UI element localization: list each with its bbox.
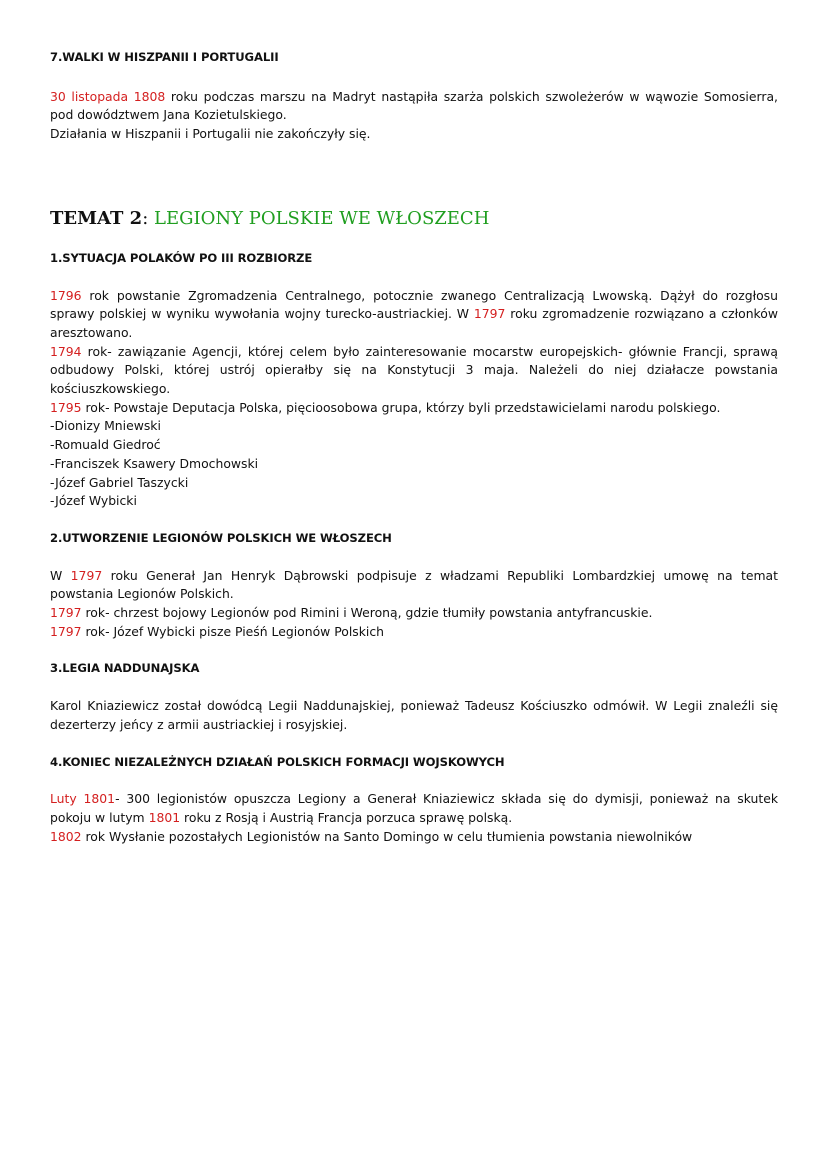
section3-paragraph: Karol Kniaziewicz został dowódcą Legii Naddunajskiej, ponieważ Tadeusz Kościuszko odmówił. W Legii znaleźli się dezerterzy jeńcy z armii austriackiej i rosyjskiej. [50, 698, 778, 732]
list-item: -Dionizy Mniewski [50, 418, 161, 434]
section2-paragraph-2: 1797 rok- chrzest bojowy Legionów pod Rimini i Weroną, gdzie tłumiły powstania antyfrancuskie. [50, 605, 653, 621]
section4-paragraph-1: Luty 1801- 300 legionistów opuszcza Legiony a Generał Kniaziewicz składa się do dymisji, ponieważ na skutek pokoju w lutym 1801 roku z Rosją i Austrią Francja porzuca sprawę polską. [50, 791, 779, 825]
topic-title: TEMAT 2: LEGIONY POLSKIE WE WŁOSZECH [50, 207, 490, 229]
section1-paragraph-1796: 1796 rok powstanie Zgromadzenia Centralnego, potocznie zwanego Centralizacją Lwowską. Dążył do rozgłosu sprawy polskiej w wyniku wywołania wojny turecko-austriackiej. W 1797 roku zgromadzenie rozwiązano a członków aresztowano. [50, 287, 778, 340]
list-item: -Józef Gabriel Taszycki [50, 474, 189, 490]
section4-paragraph-2: 1802 rok Wysłanie pozostałych Legionistów na Santo Domingo w celu tłumienia powstania niewolników [50, 828, 693, 844]
date-highlight: 1802 [50, 828, 82, 844]
date-highlight: Luty 1801 [50, 791, 116, 807]
date-highlight: 1797 [70, 567, 103, 583]
section1-paragraph-1795: 1795 rok- Powstaje Deputacja Polska, pięcioosobowa grupa, którzy byli przedstawicielami narodu polskiego. [50, 399, 721, 415]
topic-name: LEGIONY POLSKIE WE WŁOSZECH [154, 207, 490, 229]
section3-heading: 3.LEGIA NADDUNAJSKA [50, 661, 200, 676]
section1-heading: 1.SYTUACJA POLAKÓW PO III ROZBIORZE [50, 250, 313, 265]
document-page [50, 48, 778, 846]
section2-paragraph-3: 1797 rok- Józef Wybicki pisze Pieśń Legionów Polskich [50, 623, 385, 639]
date-highlight: 1796 [50, 287, 82, 303]
date-highlight: 1797 [50, 605, 82, 621]
date-highlight: 1801 [148, 809, 181, 825]
date-highlight: 1794 [50, 343, 82, 359]
list-item: -Franciszek Ksawery Dmochowski [50, 455, 259, 471]
date-highlight: 1797 [50, 623, 82, 639]
date-highlight: 1797 [473, 306, 506, 322]
section1-paragraph-1794: 1794 rok- zawiązanie Agencji, której celem było zainteresowanie mocarstw europejskich- głównie Francji, sprawą odbudowy Polski, której ustrój opierałby się na Konstytucji 3 maja. Należeli do niej działacze powstania kościuszkowskiego. [50, 343, 778, 397]
section7-paragraph-2: Działania w Hiszpanii i Portugalii nie zakończyły się. [50, 126, 371, 142]
section2-heading: 2.UTWORZENIE LEGIONÓW POLSKICH WE WŁOSZECH [50, 530, 392, 545]
section7-paragraph: 30 listopada 1808 roku podczas marszu na Madryt nastąpiła szarża polskich szwoleżerów w wąwozie Somosierra, pod dowództwem Jana Kozietulskiego. [50, 88, 778, 123]
date-highlight: 1795 [50, 399, 82, 415]
section7-heading: 7.WALKI W HISZPANII I PORTUGALII [50, 50, 279, 64]
section2-paragraph-1: W 1797 roku Generał Jan Henryk Dąbrowski podpisuje z władzami Republiki Lombardzkiej umowę na temat powstania Legionów Polskich. [50, 567, 778, 602]
section4-heading: 4.KONIEC NIEZALEŻNYCH DZIAŁAŃ POLSKICH FORMACJI WOJSKOWYCH [50, 754, 505, 769]
topic-label: TEMAT 2 [50, 207, 143, 229]
list-item: -Romuald Giedroć [50, 437, 161, 453]
list-item: -Józef Wybicki [50, 493, 137, 509]
date-highlight: 30 listopada 1808 [50, 88, 166, 104]
